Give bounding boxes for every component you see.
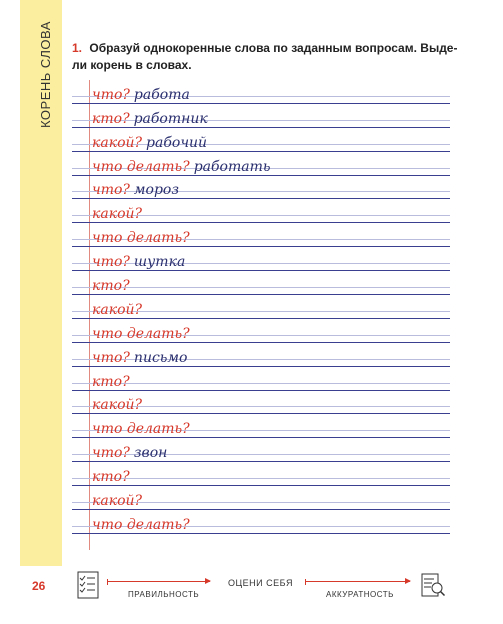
question-word: какой?: [92, 134, 143, 151]
question-text: [92, 87, 190, 103]
writing-row: [72, 462, 450, 486]
writing-row: [72, 367, 450, 391]
question-word: что делать?: [92, 325, 190, 342]
question-word: что?: [92, 254, 130, 271]
sidebar-title: КОРЕНЬ СЛОВА: [38, 21, 53, 128]
question-word: что делать?: [92, 516, 190, 533]
answer-word: рабочий: [146, 134, 208, 151]
writing-row: [72, 199, 450, 223]
writing-row: [72, 295, 450, 319]
question-text: [92, 326, 194, 342]
question-text: [92, 421, 194, 437]
answer-word: шутка: [133, 254, 186, 271]
answer-word: работник: [133, 110, 208, 127]
writing-row: [72, 176, 450, 200]
question-text: [92, 469, 134, 485]
question-word: что?: [92, 445, 130, 462]
correctness-arrow: [108, 581, 210, 582]
question-word: кто?: [92, 469, 130, 486]
question-word: кто?: [92, 110, 130, 127]
magnifier-notes-icon: [420, 570, 446, 600]
task-instruction: [72, 40, 462, 74]
accuracy-arrow: [306, 581, 410, 582]
answer-word: письмо: [133, 349, 188, 366]
question-word: что?: [92, 182, 130, 199]
correctness-label: ПРАВИЛЬНОСТЬ: [128, 590, 200, 599]
question-text: [92, 445, 167, 461]
writing-row: [72, 319, 450, 343]
answer-word: работать: [193, 158, 271, 175]
question-word: какой?: [92, 493, 143, 510]
question-text: [92, 111, 208, 127]
question-text: [92, 206, 146, 222]
base-line: [72, 533, 450, 534]
writing-row: [72, 247, 450, 271]
writing-row: [72, 104, 450, 128]
writing-row: [72, 391, 450, 415]
writing-row: [72, 152, 450, 176]
writing-row: [72, 438, 450, 462]
task-text: Образуй однокоренные слова по заданным вопросам. Выде- ли корень в словах.: [72, 41, 458, 72]
question-word: что делать?: [92, 421, 190, 438]
answer-word: мороз: [133, 182, 179, 199]
question-word: что делать?: [92, 158, 190, 175]
question-text: [92, 278, 134, 294]
question-text: [92, 517, 194, 533]
writing-row: [72, 486, 450, 510]
task-number: 1.: [72, 41, 83, 55]
question-word: какой?: [92, 206, 143, 223]
answer-word: работа: [133, 86, 190, 103]
question-text: [92, 302, 146, 318]
answer-word: звон: [133, 445, 168, 462]
question-word: кто?: [92, 373, 130, 390]
writing-row: [72, 414, 450, 438]
question-text: [92, 135, 207, 151]
accuracy-label: АККУРАТНОСТЬ: [326, 590, 394, 599]
question-word: какой?: [92, 397, 143, 414]
writing-row: [72, 343, 450, 367]
question-text: [92, 230, 194, 246]
question-word: что делать?: [92, 230, 190, 247]
checklist-icon: [76, 570, 102, 600]
question-text: [92, 493, 146, 509]
question-text: [92, 254, 185, 270]
question-text: [92, 397, 146, 413]
question-word: что?: [92, 86, 130, 103]
question-text: [92, 350, 187, 366]
self-assess-label: ОЦЕНИ СЕБЯ: [228, 578, 293, 588]
question-text: [92, 182, 179, 198]
question-text: [92, 374, 134, 390]
writing-row: [72, 510, 450, 534]
question-text: [92, 159, 271, 175]
question-word: кто?: [92, 278, 130, 295]
page-number: 26: [32, 579, 46, 593]
writing-row: [72, 223, 450, 247]
writing-row: [72, 128, 450, 152]
writing-lines: [72, 80, 450, 534]
writing-row: [72, 80, 450, 104]
writing-row: [72, 271, 450, 295]
question-word: какой?: [92, 301, 143, 318]
question-word: что?: [92, 349, 130, 366]
